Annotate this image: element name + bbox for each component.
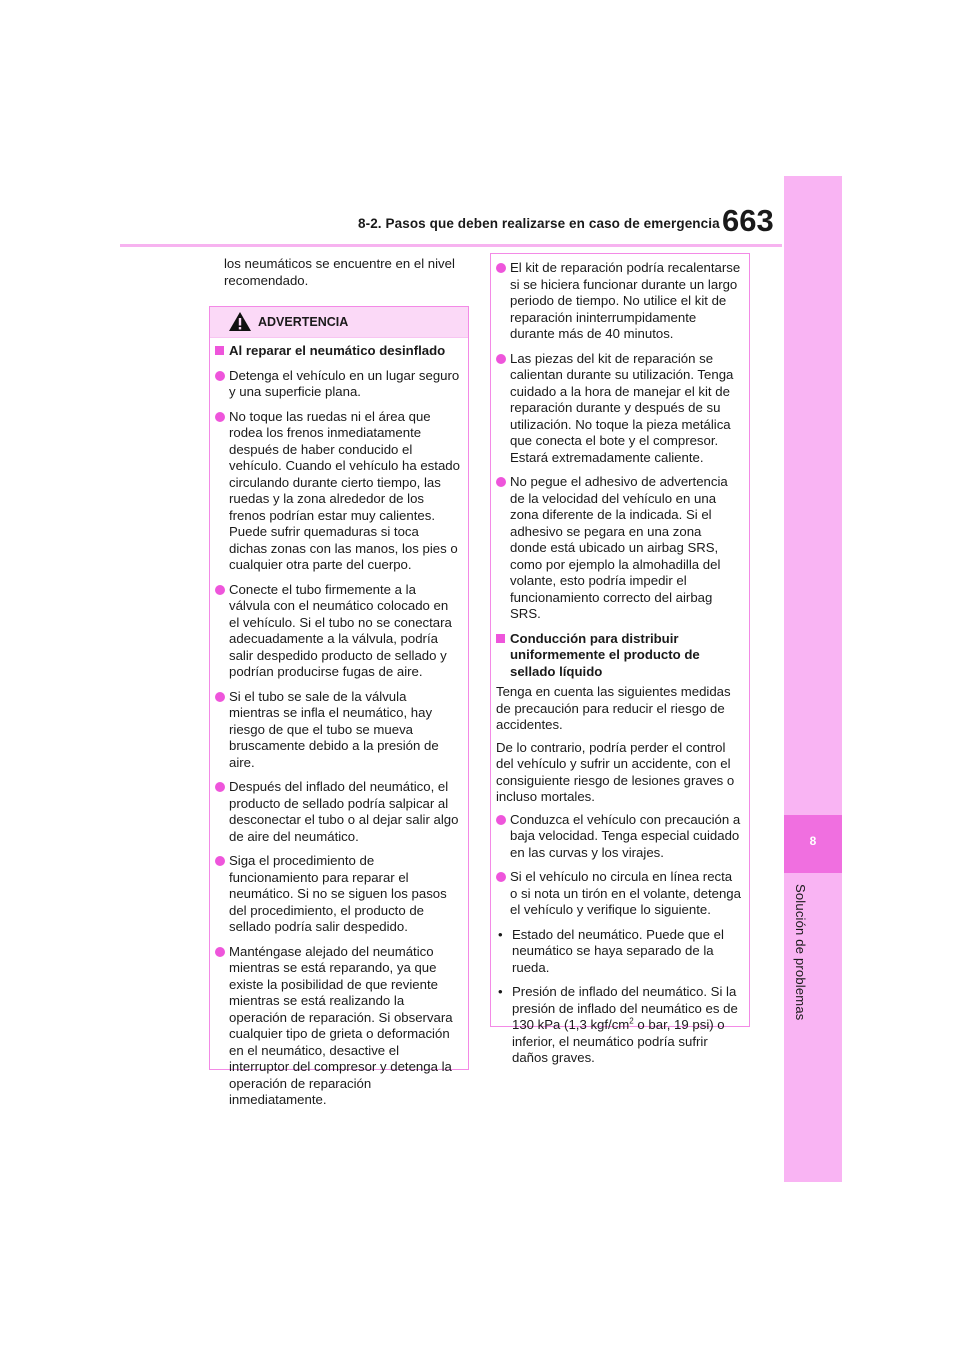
chapter-title: Solución de problemas [793, 884, 808, 1021]
header-divider [120, 244, 782, 247]
circle-bullet-icon [215, 782, 225, 792]
section-title: 8-2. Pasos que deben realizarse en caso de emergencia [358, 216, 720, 231]
circle-bullet-icon [215, 412, 225, 422]
paragraph: De lo contrario, podría perder el control del vehículo y sufrir un accidente, con el consiguiente riesgo de lesiones graves o incluso mortales. [496, 739, 735, 804]
circle-bullet-icon [215, 585, 225, 595]
circle-bullet-icon [496, 477, 506, 487]
circle-bullet-icon [215, 856, 225, 866]
list-item-text: Conduzca el vehículo con precaución a baja velocidad. Tenga especial cuidado en las curvas y los virajes. [510, 811, 741, 860]
list-item [496, 869, 741, 919]
subheading-text: Conducción para distribuir uniformemente el producto de sellado líquido [510, 630, 700, 679]
list-item-text: Después del inflado del neumático, el producto de sellado podría salpicar al desconectar el tubo o al dejar salir algo de aire del neumático. [229, 779, 459, 844]
list-item-text: No pegue el adhesivo de advertencia de la velocidad del vehículo en una zona diferente de la indicada. Si el adhesivo se pegara en una zona donde está ubicado un airbag SRS, como por ejemplo la almohadilla del volante, esto podría impedir el funcionamiento correcto del airbag SRS. [510, 474, 728, 621]
dot-bullet: • [498, 926, 503, 942]
subheading-text: Al reparar el neumático desinflado [229, 343, 446, 358]
circle-bullet-icon [215, 692, 225, 702]
dot-bullet: • [498, 984, 503, 999]
list-item [215, 409, 460, 574]
list-item [215, 853, 460, 936]
list-item [215, 689, 460, 772]
list-item-text: Si el vehículo no circula en línea recta o si nota un tirón en el volante, detenga el vehículo y verifique lo siguiente. [510, 869, 741, 917]
paragraph: Tenga en cuenta las siguientes medidas de precaución para reducir el riesgo de accidentes. [496, 684, 731, 732]
superscript: 2 [629, 1016, 634, 1026]
warning-content-left [210, 338, 468, 1109]
square-bullet-icon [215, 346, 224, 355]
list-item-text: Siga el procedimiento de funcionamiento para reparar el neumático. Si no se siguen los pasos del procedimiento, el producto de sellado podría salir despedido. [229, 853, 447, 934]
circle-bullet-icon [496, 263, 506, 273]
warning-box [209, 306, 469, 1107]
square-bullet-icon [496, 634, 505, 643]
circle-bullet-icon [215, 371, 225, 381]
pressure-text-end: o bar, 19 psi) o inferior, el neumático podría sufrir daños graves. [512, 1017, 725, 1065]
warning-title: ADVERTENCIA [258, 315, 349, 329]
list-item [496, 474, 741, 623]
list-item [496, 260, 741, 343]
list-item [215, 779, 460, 845]
circle-bullet-icon [215, 947, 225, 957]
list-item-text: Si el tubo se sale de la válvula mientras se infla el neumático, hay riesgo de que el tubo se mueva bruscamente debido a la presión de aire. [229, 688, 439, 770]
list-item-text: Conecte el tubo firmemente a la válvula con el neumático colocado en el vehículo. Si el tubo no se conectara adecuadamente a la válvula, podría salir despedido producto de sellado y podrían producirse fugas de aire. [229, 581, 452, 679]
warning-triangle-icon [228, 311, 252, 332]
chapter-side-tab [784, 176, 842, 1182]
circle-bullet-icon [496, 872, 506, 882]
sub-list-item-text [512, 984, 741, 1067]
circle-bullet-icon [496, 815, 506, 825]
sub-list-item [496, 927, 741, 977]
warning-content-right [491, 254, 749, 1067]
list-item [215, 582, 460, 681]
list-item-text: Manténgase alejado del neumático mientras se está reparando, ya que existe la posibilidad de que reviente mientras se está realizando la operación de reparación. Si observara cualquier tipo de grieta o deformación en el neumático, desactive el interruptor del compresor y detenga la operación de reparación inmediatamente. [229, 943, 453, 1107]
sub-list-item [496, 984, 741, 1067]
list-item [215, 368, 460, 401]
list-item [215, 944, 460, 1109]
list-item-text: Detenga el vehículo en un lugar seguro y una superficie plana. [229, 367, 460, 399]
list-item-text: Las piezas del kit de reparación se calientan durante su utilización. Tenga cuidado a la hora de manejar el kit de reparación durante y después de su utilización. No toque la pieza metálica que conecta el bote y el compresor. Estará extremadamente caliente. [510, 350, 734, 465]
intro-text: los neumáticos se encuentre en el nivel recomendado. [224, 256, 455, 288]
warning-header [210, 307, 468, 338]
page-number: 663 [722, 203, 774, 238]
warning-box-continued [490, 253, 750, 1065]
list-item-text: El kit de reparación podría recalentarse si se hiciera funcionar durante un largo periodo de tiempo. No utilice el kit de reparación ininterrumpidamente durante más de 40 minutos. [510, 260, 741, 341]
subheading [496, 631, 741, 681]
chapter-number: 8 [809, 834, 817, 848]
list-item [496, 351, 741, 467]
subheading [215, 343, 460, 360]
sub-list-item-text: Estado del neumático. Puede que el neumático se haya separado de la rueda. [512, 926, 724, 975]
circle-bullet-icon [496, 354, 506, 364]
list-item-text: No toque las ruedas ni el área que rodea los frenos inmediatamente después de haber conducido el vehículo. Cuando el vehículo ha estado circulando durante cierto tiempo, las ruedas y la zona alrededor de los frenos podrían estar muy calientes. Puede sufrir quemaduras si toca dichas zonas con las manos, los pies o cualquier otra parte del cuerpo. [229, 408, 460, 572]
pressure-text: Presión de inflado del neumático. Si la presión de inflado del neumático es de 130 kPa (1,3 kgf/cm [512, 984, 738, 1032]
list-item [496, 812, 741, 862]
